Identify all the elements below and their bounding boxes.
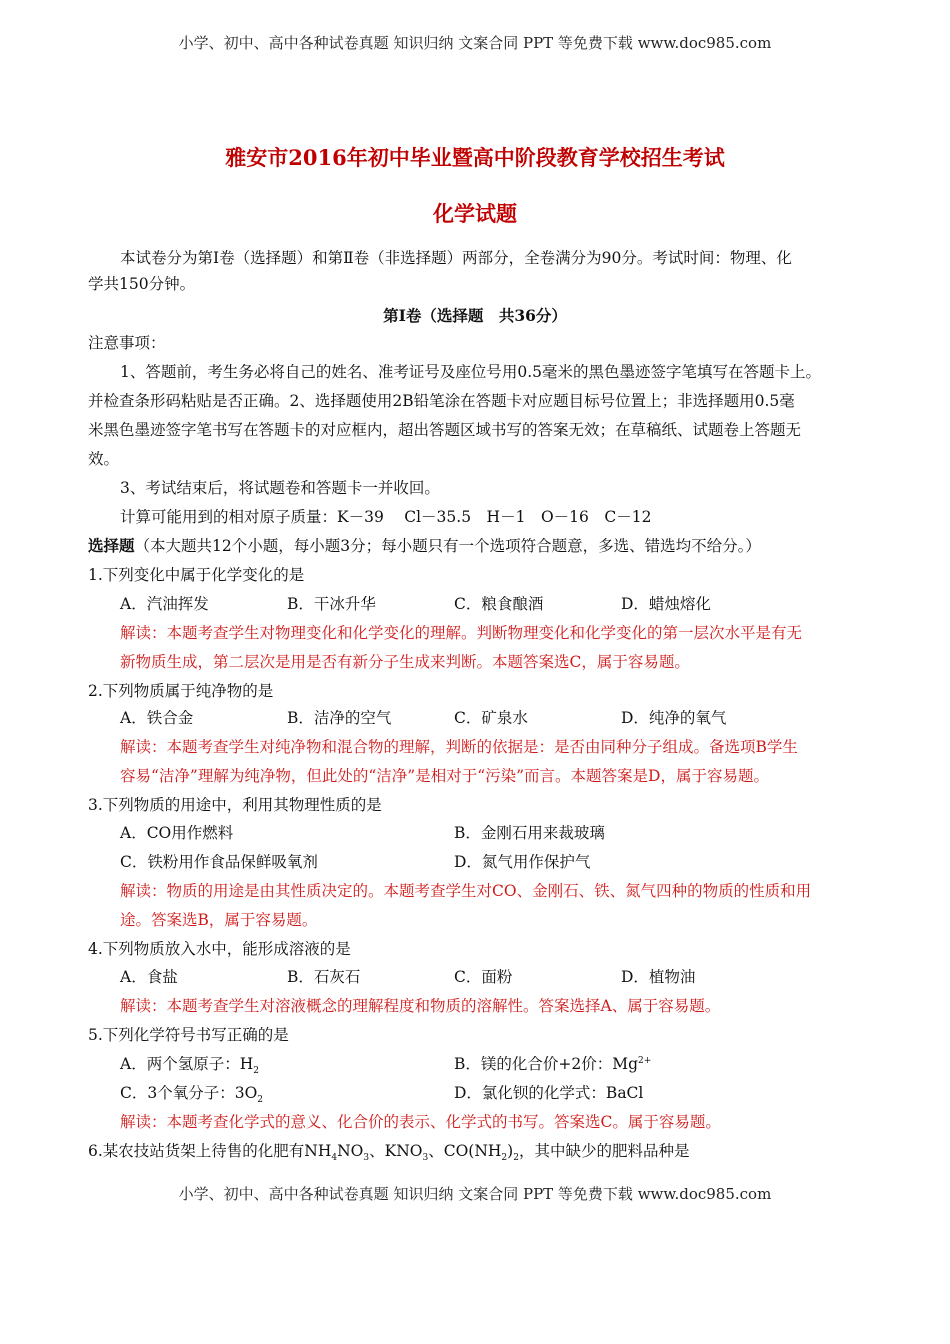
question-1-option-d: D．蜡烛熔化	[621, 595, 711, 613]
question-3-explanation-2: 途。答案选B，属于容易题。	[120, 911, 318, 929]
notice-line-1: 1、答题前，考生务必将自己的姓名、准考证号及座位号用0.5毫米的黑色墨迹签字笔填写在答题卡上。	[120, 363, 822, 381]
notice-line-5: 3、考试结束后，将试题卷和答题卡一并收回。	[120, 479, 440, 497]
question-5-explanation-1: 解读：本题考查化学式的意义、化合价的表示、化学式的书写。答案选C。属于容易题。	[120, 1113, 721, 1131]
question-1-explanation-2: 新物质生成，第二层次是用是否有新分子生成来判断。本题答案选C，属于容易题。	[120, 653, 690, 671]
question-2-option-c: C．矿泉水	[454, 709, 528, 727]
question-1-option-c: C．粮食酿酒	[454, 595, 544, 613]
question-3-option-a: A．CO用作燃料	[120, 824, 234, 842]
choice-desc: （本大题共12个小题，每小题3分；每小题只有一个选项符合题意，多选、错选均不给分。）	[134, 537, 761, 555]
question-2-option-a: A．铁合金	[120, 709, 194, 727]
choice-label: 选择题	[88, 536, 135, 555]
question-4-explanation-1: 解读：本题考查学生对溶液概念的理解程度和物质的溶解性。答案选择A、属于容易题。	[120, 997, 721, 1015]
intro-line-1: 本试卷分为第Ⅰ卷（选择题）和第Ⅱ卷（非选择题）两部分，全卷满分为90分。考试时间：物理、化	[120, 249, 792, 267]
question-1-option-a: A．汽油挥发	[120, 595, 209, 613]
question-4-option-c: C．面粉	[454, 968, 513, 986]
notice-label: 注意事项：	[88, 334, 166, 352]
question-4-option-b: B．石灰石	[287, 968, 361, 986]
question-5-stem: 5.下列化学符号书写正确的是	[88, 1026, 289, 1044]
section-title: 第Ⅰ卷（选择题 共36分）	[383, 306, 567, 325]
intro-line-2: 学共150分钟。	[88, 275, 196, 293]
notice-line-2: 并检查条形码粘贴是否正确。2、选择题使用2B铅笔涂在答题卡对应题目标号位置上；非选择题用0.5毫	[88, 392, 795, 410]
question-5-option-a: A．两个氢原子：$H_2$	[120, 1055, 259, 1077]
atomic-mass-line: 计算可能用到的相对原子质量：K－39 Cl－35.5 H－1 O－16 C－12	[120, 508, 652, 526]
choice-section-header	[88, 534, 862, 556]
exam-title: 雅安市2016年初中毕业暨高中阶段教育学校招生考试	[225, 145, 725, 170]
exam-subtitle: 化学试题	[433, 201, 517, 226]
question-3-option-d: D．氮气用作保护气	[454, 853, 591, 871]
question-6-stem: 6.某农技站货架上待售的化肥有$NH_4NO_3$、$KNO_3$、$CO(NH_2)_2$，其中缺少的肥料品种是	[88, 1142, 690, 1164]
question-2-option-d: D．纯净的氧气	[621, 709, 727, 727]
page-footer: 小学、初中、高中各种试卷真题 知识归纳 文案合同 PPT 等免费下载 www.doc985.com	[178, 1185, 772, 1203]
page-header: 小学、初中、高中各种试卷真题 知识归纳 文案合同 PPT 等免费下载 www.doc985.com	[178, 34, 772, 52]
question-5-option-b: B．镁的化合价+2价：$Mg^{2+}$	[454, 1055, 652, 1073]
question-1-option-b: B．干冰升华	[287, 595, 376, 613]
notice-line-4: 效。	[88, 450, 120, 468]
question-2-explanation-1: 解读：本题考查学生对纯净物和混合物的理解，判断的依据是：是否由同种分子组成。备选项B学生	[120, 738, 798, 756]
question-2-option-b: B．洁净的空气	[287, 709, 392, 727]
question-2-stem: 2.下列物质属于纯净物的是	[88, 682, 274, 700]
question-3-option-c: C．铁粉用作食品保鲜吸氧剂	[120, 853, 318, 871]
question-3-option-b: B．金刚石用来裁玻璃	[454, 824, 605, 842]
question-3-explanation-1: 解读：物质的用途是由其性质决定的。本题考查学生对CO、金刚石、铁、氮气四种的物质的性质和用	[120, 882, 812, 900]
question-1-explanation-1: 解读：本题考查学生对物理变化和化学变化的理解。判断物理变化和化学变化的第一层次水平是有无	[120, 624, 803, 642]
question-5-option-d: D．氯化钡的化学式：BaCl	[454, 1084, 644, 1102]
notice-line-3: 米黑色墨迹签字笔书写在答题卡的对应框内，超出答题区域书写的答案无效；在草稿纸、试题卷上答题无	[88, 421, 802, 439]
question-4-option-a: A．食盐	[120, 968, 178, 986]
question-2-explanation-2: 容易“洁净”理解为纯净物，但此处的“洁净”是相对于“污染”而言。本题答案是D，属于容易题。	[120, 767, 769, 785]
question-4-stem: 4.下列物质放入水中，能形成溶液的是	[88, 940, 351, 958]
question-5-option-c: C．3个氧分子：$3O_2$	[120, 1084, 264, 1106]
question-3-stem: 3.下列物质的用途中，利用其物理性质的是	[88, 796, 382, 814]
question-4-option-d: D．植物油	[621, 968, 696, 986]
question-1-stem: 1.下列变化中属于化学变化的是	[88, 566, 305, 584]
